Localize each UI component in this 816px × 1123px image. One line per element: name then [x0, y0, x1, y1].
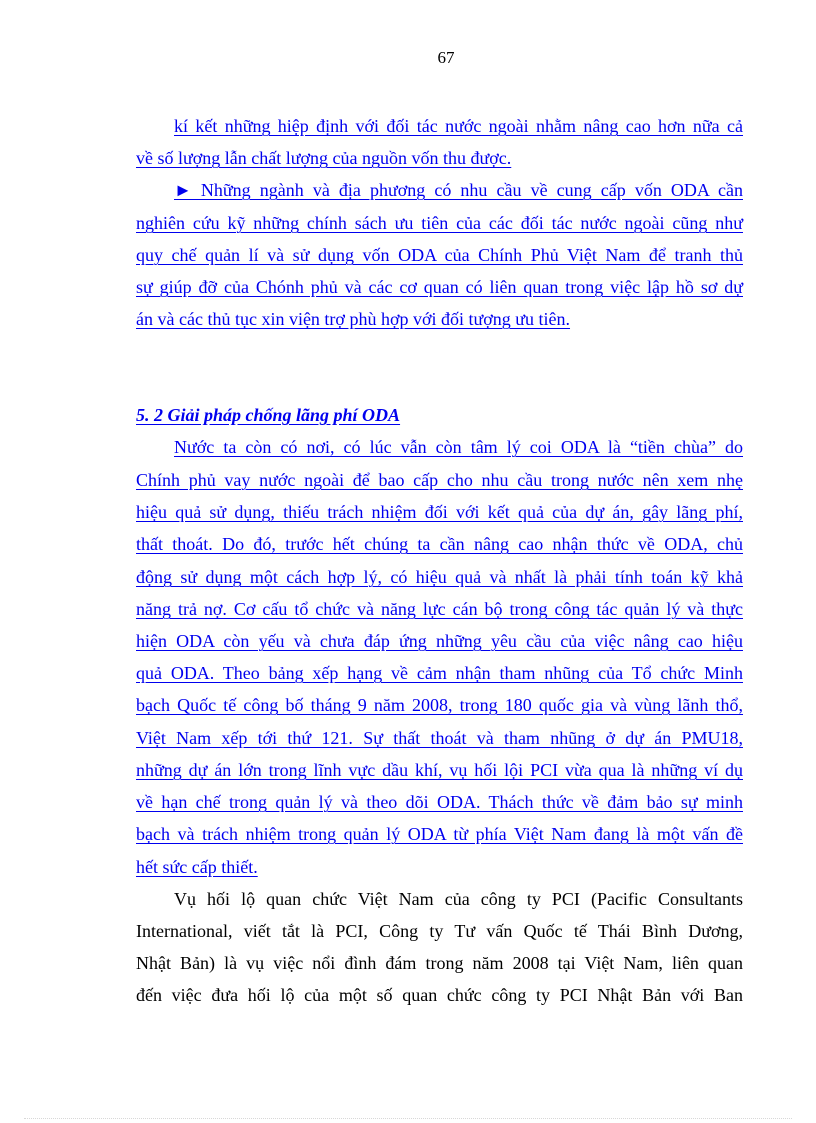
paragraph-2-line-2[interactable]: nghiên cứu kỹ những chính sách ưu tiên của các đối tác nước ngoài cũng như [136, 213, 743, 233]
paragraph-4-line-4: đến việc đưa hối lộ của một số quan chức công ty PCI Nhật Bản với Ban [136, 985, 743, 1005]
paragraph-3-line-13[interactable]: bạch và trách nhiệm trong quản lý ODA từ phía Việt Nam đang là một vấn đề [136, 824, 743, 844]
paragraph-2-line-4[interactable]: sự giúp đỡ của Chónh phủ và các cơ quan có liên quan trong việc lập hồ sơ dự [136, 277, 743, 297]
paragraph-2-line-1[interactable]: ► Những ngành và địa phương có nhu cầu về cung cấp vốn ODA cần [174, 180, 743, 200]
paragraph-3-line-12[interactable]: về hạn chế trong quản lý và theo dõi ODA. Thách thức về đảm bảo sự minh [136, 792, 743, 812]
paragraph-3-line-10[interactable]: Việt Nam xếp tới thứ 121. Sự thất thoát và tham nhũng ở dự án PMU18, [136, 728, 743, 748]
paragraph-1-line-1[interactable]: kí kết những hiệp định với đối tác nước ngoài nhằm nâng cao hơn nữa cả [174, 116, 743, 136]
page-bottom-divider [24, 1118, 792, 1119]
paragraph-3-line-14[interactable]: hết sức cấp thiết. [136, 857, 258, 877]
paragraph-2-line-5[interactable]: án và các thủ tục xin viện trợ phù hợp với đối tượng ưu tiên. [136, 309, 571, 329]
paragraph-4-line-1: Vụ hối lộ quan chức Việt Nam của công ty PCI (Pacific Consultants [174, 889, 743, 909]
paragraph-4-line-2: International, viết tắt là PCI, Công ty Tư vấn Quốc tế Thái Bình Dương, [136, 921, 743, 941]
paragraph-4-line-3: Nhật Bản) là vụ việc nổi đình đám trong năm 2008 tại Việt Nam, liên quan [136, 953, 743, 973]
paragraph-3-line-5[interactable]: động sử dụng một cách hợp lý, có hiệu quả và nhất là phải tính toán kỹ khả [136, 567, 743, 587]
paragraph-3-line-1[interactable]: Nước ta còn có nơi, có lúc vẫn còn tâm lý coi ODA là “tiền chùa” do [174, 437, 743, 457]
paragraph-3-line-8[interactable]: quả ODA. Theo bảng xếp hạng về cảm nhận tham nhũng của Tổ chức Minh [136, 663, 743, 683]
paragraph-2-line-3[interactable]: quy chế quản lí và sử dụng vốn ODA của Chính Phủ Việt Nam để tranh thủ [136, 245, 743, 265]
paragraph-3-line-11[interactable]: những dự án lớn trong lĩnh vực dầu khí, vụ hối lội PCI vừa qua là những ví dụ [136, 760, 743, 780]
paragraph-1-line-2[interactable]: về số lượng lẫn chất lượng của nguồn vốn thu được. [136, 148, 512, 168]
paragraph-3-line-4[interactable]: thất thoát. Do đó, trước hết chúng ta cần nâng cao nhận thức về ODA, chủ [136, 534, 743, 554]
paragraph-3-line-6[interactable]: năng trả nợ. Cơ cấu tổ chức và năng lực cán bộ trong công tác quản lý và thực [136, 599, 743, 619]
section-heading[interactable]: 5. 2 Giải pháp chống lãng phí ODA [136, 405, 401, 425]
page-number: 67 [437, 48, 455, 67]
paragraph-3-line-9[interactable]: bạch Quốc tế công bố tháng 9 năm 2008, trong 180 quốc gia và vùng lãnh thổ, [136, 695, 743, 715]
paragraph-3-line-3[interactable]: hiệu quả sử dụng, thiếu trách nhiệm đối với kết quả của dự án, gây lãng phí, [136, 502, 743, 522]
paragraph-3-line-2[interactable]: Chính phủ vay nước ngoài để bao cấp cho nhu cầu trong nước nên xem nhẹ [136, 470, 743, 490]
paragraph-3-line-7[interactable]: hiện ODA còn yếu và chưa đáp ứng những yêu cầu của việc nâng cao hiệu [136, 631, 743, 651]
